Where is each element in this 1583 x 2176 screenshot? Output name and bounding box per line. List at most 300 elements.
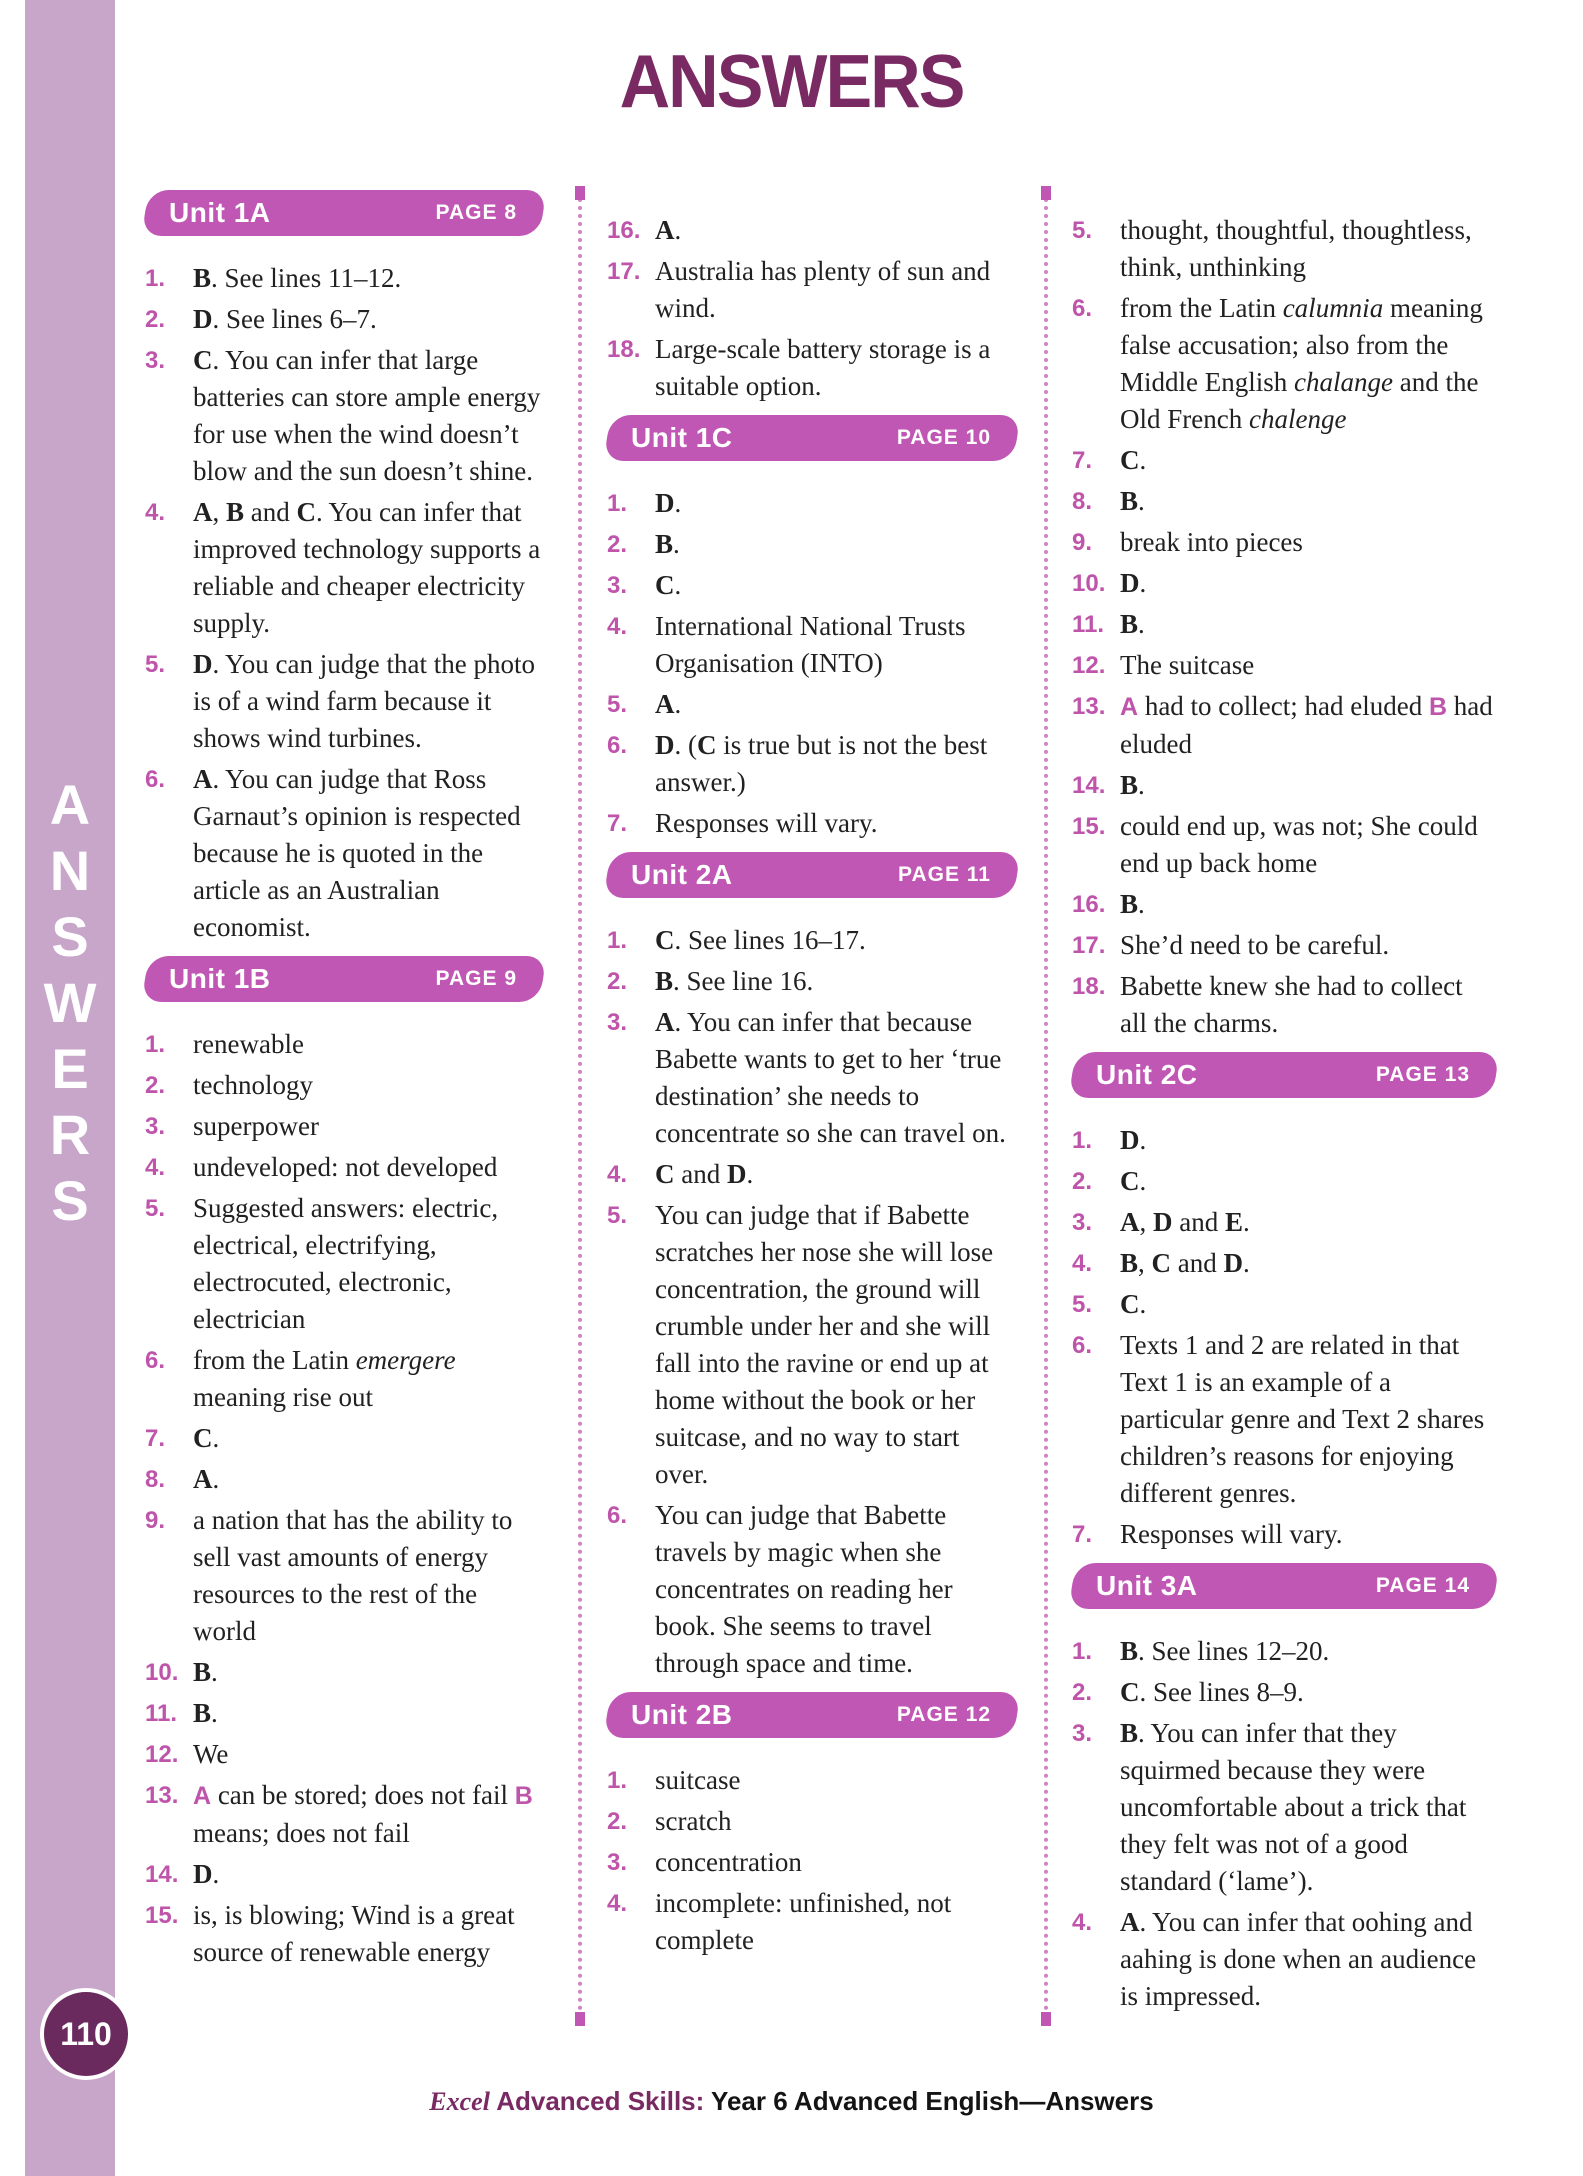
answer-number: 2.: [145, 306, 166, 333]
answer-text: [193, 260, 543, 297]
answer-text: [193, 1149, 543, 1186]
answer-number: 12.: [145, 1741, 179, 1768]
answer-item: [1072, 524, 1496, 561]
answer-text-segment: A: [1120, 693, 1139, 721]
answer-item: [1072, 767, 1496, 804]
page-title: ANSWERS: [619, 39, 964, 124]
answer-text-segment: .: [674, 488, 682, 518]
answer-text-segment: .: [1139, 1166, 1147, 1196]
answer-text: [1120, 1122, 1496, 1159]
answer-text-segment: chalange: [1294, 367, 1393, 397]
answer-item: [145, 1856, 543, 1893]
answer-text-segment: D: [1120, 1125, 1140, 1155]
answer-item: [1072, 927, 1496, 964]
answer-text-segment: D: [193, 304, 213, 334]
answer-number: 5.: [1072, 217, 1093, 244]
unit-name: Unit 2B: [631, 1699, 733, 1730]
answer-text-segment: .: [674, 689, 682, 719]
answer-item: [607, 1844, 1017, 1881]
answer-text-segment: C: [1120, 1166, 1140, 1196]
sidebar-letter: E: [51, 1037, 89, 1100]
answer-text: [1120, 524, 1496, 561]
answer-item: [607, 608, 1017, 682]
answer-text-segment: . See lines 8–9.: [1139, 1677, 1304, 1707]
answer-text-segment: undeveloped: not developed: [193, 1152, 498, 1182]
sidebar-vertical-title: [25, 772, 115, 1234]
answer-text: [1120, 483, 1496, 520]
answer-text: [1120, 968, 1496, 1042]
answer-text: [1120, 886, 1496, 923]
answer-item: [1072, 565, 1496, 602]
answer-text-segment: .: [1138, 486, 1145, 516]
unit-header-row: [607, 415, 1017, 461]
answer-text-segment: B: [514, 1782, 533, 1810]
answer-item: [607, 567, 1017, 604]
answer-text: [655, 1156, 1017, 1193]
unit-header: [607, 852, 1017, 898]
answer-number: 6.: [607, 732, 628, 759]
answer-text: [1120, 565, 1496, 602]
answer-item: [145, 1654, 543, 1691]
answer-text-segment: meaning rise out: [193, 1382, 373, 1412]
answer-text: [655, 963, 1017, 1000]
answer-text-segment: B: [1120, 1248, 1139, 1278]
answer-text: [193, 1026, 543, 1063]
answer-text: [193, 1736, 543, 1773]
answer-number: 11.: [1072, 611, 1105, 638]
answer-text-segment: C: [1151, 1248, 1172, 1278]
answer-item: [607, 727, 1017, 801]
answer-text-segment: incomplete: unfinished, not complete: [655, 1888, 952, 1955]
answer-text-segment: Suggested answers: electric, electrical, electrifying, electrocuted, electronic, electrician: [193, 1193, 499, 1334]
answer-text-segment: and the Old French: [1120, 367, 1479, 434]
answer-text: [193, 646, 543, 757]
answer-number: 5.: [1072, 1291, 1093, 1318]
answer-text-segment: can be stored; does not fail: [211, 1780, 515, 1810]
answer-text: [1120, 1204, 1496, 1241]
answer-text-segment: chalenge: [1248, 404, 1347, 434]
answer-text-segment: Responses will vary.: [655, 808, 878, 838]
answer-text-segment: and: [1171, 1248, 1224, 1278]
answer-text-segment: C: [1120, 1289, 1140, 1319]
unit-page-ref: PAGE 11: [898, 863, 991, 886]
answer-text: [193, 1856, 543, 1893]
answer-number: 5.: [607, 1202, 628, 1229]
answer-text: [193, 761, 543, 946]
answer-number: 1.: [145, 1031, 166, 1058]
unit-header-row: [1072, 1052, 1496, 1098]
answer-text-segment: .: [212, 1423, 220, 1453]
answer-number: 13.: [1072, 693, 1106, 720]
answer-text: [655, 331, 1017, 405]
answer-item: [145, 1149, 543, 1186]
answer-text-segment: . You can infer that oohing and aahing is done when an audience is impressed.: [1120, 1907, 1477, 2011]
answer-text-segment: ,: [212, 497, 226, 527]
answer-item: [145, 1736, 543, 1773]
answer-text-segment: .: [212, 1464, 220, 1494]
answer-list: [1072, 212, 1496, 1042]
unit-page-ref: PAGE 9: [435, 967, 517, 990]
answer-text: [193, 1461, 543, 1498]
answers-column-3: [1072, 190, 1496, 2021]
answer-number: 16.: [607, 217, 641, 244]
answer-text-segment: .: [1243, 1248, 1250, 1278]
answer-item: [145, 1695, 543, 1732]
unit-header: [607, 1692, 1017, 1738]
answer-text-segment: Texts 1 and 2 are related in that Text 1 is an example of a particular genre and Text 2 shares children’s reasons for enjoying different genres.: [1120, 1330, 1485, 1508]
answer-text-segment: .: [674, 570, 682, 600]
answer-text: [1120, 1674, 1496, 1711]
unit-name: Unit 1C: [631, 422, 733, 453]
answer-text-segment: B: [226, 497, 245, 527]
answer-text-segment: B: [193, 1657, 212, 1687]
answer-text: [1120, 808, 1496, 882]
answer-list: [607, 212, 1017, 405]
unit-header: [145, 956, 543, 1002]
unit-header-row: [145, 190, 543, 236]
answer-text-segment: A: [193, 497, 213, 527]
answer-text: [655, 253, 1017, 327]
answer-item: [1072, 1245, 1496, 1282]
sidebar-letter: R: [49, 1103, 91, 1166]
answer-number: 1.: [1072, 1638, 1093, 1665]
answer-text-segment: B: [1120, 1636, 1139, 1666]
answer-number: 4.: [607, 1161, 628, 1188]
answer-text-segment: . See lines 16–17.: [674, 925, 866, 955]
answer-number: 4.: [1072, 1250, 1093, 1277]
answer-text: [193, 1897, 543, 1971]
answer-number: 18.: [607, 336, 641, 363]
answer-item: [1072, 1674, 1496, 1711]
answer-text-segment: scratch: [655, 1806, 732, 1836]
answer-item: [145, 1026, 543, 1063]
answer-text-segment: .: [1138, 770, 1145, 800]
answer-item: [1072, 1516, 1496, 1553]
answer-text-segment: B: [193, 263, 212, 293]
answer-number: 9.: [1072, 529, 1093, 556]
answer-text-segment: .: [746, 1159, 754, 1189]
answer-text-segment: superpower: [193, 1111, 319, 1141]
answer-number: 3.: [1072, 1209, 1093, 1236]
answer-text-segment: She’d need to be careful.: [1120, 930, 1390, 960]
answer-number: 3.: [607, 1849, 628, 1876]
answer-text-segment: .: [211, 1698, 218, 1728]
answer-text-segment: B: [1120, 770, 1139, 800]
answer-list: [607, 922, 1017, 1682]
answer-number: 13.: [145, 1782, 179, 1809]
answer-number: 1.: [607, 927, 628, 954]
answer-text: [655, 1497, 1017, 1682]
answer-item: [607, 963, 1017, 1000]
answer-number: 10.: [1072, 570, 1106, 597]
answer-text: [1120, 212, 1496, 286]
answer-item: [607, 922, 1017, 959]
answer-text: [1120, 1163, 1496, 1200]
answer-text-segment: B: [1428, 693, 1448, 721]
answer-number: 4.: [145, 499, 166, 526]
answer-number: 17.: [607, 258, 641, 285]
answer-item: [1072, 1204, 1496, 1241]
answer-item: [1072, 886, 1496, 923]
answer-text: [655, 1762, 1017, 1799]
answer-number: 7.: [607, 810, 628, 837]
answer-text-segment: and: [1172, 1207, 1225, 1237]
answer-text: [193, 342, 543, 490]
footer-segment: Year 6 Advanced English—Answers: [711, 2086, 1154, 2116]
answer-text-segment: B: [1120, 1718, 1139, 1748]
answer-text-segment: calumnia: [1282, 293, 1384, 323]
unit-header-row: [1072, 1563, 1496, 1609]
answer-number: 6.: [145, 1347, 166, 1374]
answer-number: 1.: [607, 1767, 628, 1794]
answer-number: 5.: [145, 651, 166, 678]
answer-text-segment: .: [1139, 1289, 1147, 1319]
unit-page-ref: PAGE 10: [896, 426, 991, 449]
answer-text-segment: C: [193, 345, 213, 375]
answer-list: [145, 1026, 543, 1971]
answer-text-segment: emergere: [355, 1345, 456, 1375]
answer-text-segment: D: [193, 649, 213, 679]
answer-item: [145, 1897, 543, 1971]
answer-text-segment: . See line 16.: [673, 966, 814, 996]
answer-text-segment: and: [244, 497, 297, 527]
answer-text-segment: . See lines 6–7.: [212, 304, 377, 334]
answer-text: [1120, 290, 1496, 438]
answer-item: [145, 1777, 543, 1852]
footer-segment: Excel: [429, 2087, 490, 2116]
answer-item: [607, 1156, 1017, 1193]
answer-text: [1120, 1633, 1496, 1670]
answer-number: 6.: [145, 766, 166, 793]
answer-text-segment: and: [674, 1159, 727, 1189]
answer-text-segment: C: [697, 730, 717, 760]
unit-name: Unit 1A: [169, 197, 271, 228]
answer-list: [1072, 1633, 1496, 2015]
answer-item: [145, 761, 543, 946]
answer-text-segment: D: [726, 1159, 747, 1189]
footer-segment: Advanced Skills:: [489, 2086, 712, 2116]
answer-item: [1072, 1904, 1496, 2015]
answer-text-segment: You can judge that Babette travels by magic when she concentrates on reading her book. She seems to travel through space and time.: [655, 1500, 953, 1678]
answer-number: 11.: [145, 1700, 178, 1727]
answer-text-segment: A: [1120, 1907, 1140, 1937]
answer-text-segment: concentration: [655, 1847, 802, 1877]
answer-text-segment: B: [1120, 486, 1139, 516]
answer-text-segment: C: [1120, 445, 1140, 475]
answer-text-segment: technology: [193, 1070, 313, 1100]
answer-item: [145, 1461, 543, 1498]
unit-page-ref: PAGE 8: [435, 201, 517, 224]
answer-list: [145, 260, 543, 946]
answer-text: [193, 1777, 543, 1852]
answer-text-segment: A: [655, 689, 675, 719]
answer-number: 14.: [1072, 772, 1106, 799]
answer-text: [193, 1190, 543, 1338]
answer-list: [607, 485, 1017, 842]
answer-text: [655, 727, 1017, 801]
answer-text-segment: suitcase: [655, 1765, 741, 1795]
answer-text: [1120, 647, 1496, 684]
answer-text-segment: A: [1120, 1207, 1140, 1237]
answer-number: 15.: [145, 1902, 179, 1929]
answer-number: 9.: [145, 1507, 166, 1534]
unit-name: Unit 2A: [631, 859, 733, 890]
answer-text-segment: A: [655, 1007, 675, 1037]
answer-number: 2.: [1072, 1679, 1093, 1706]
answer-number: 7.: [1072, 447, 1093, 474]
answer-number: 15.: [1072, 813, 1106, 840]
answer-text-segment: could end up, was not; She could end up back home: [1120, 811, 1478, 878]
answer-item: [1072, 1122, 1496, 1159]
answer-text: [1120, 1286, 1496, 1323]
answer-number: 3.: [607, 572, 628, 599]
answer-text-segment: C: [296, 497, 316, 527]
answer-item: [1072, 1163, 1496, 1200]
answer-text: [1120, 1516, 1496, 1553]
answer-text: [655, 485, 1017, 522]
answer-text-segment: International National Trusts Organisation (INTO): [655, 611, 966, 678]
answer-text: [1120, 1327, 1496, 1512]
answer-text-segment: C: [193, 1423, 213, 1453]
answer-text: [655, 1197, 1017, 1493]
column-separator-2: [1044, 190, 1048, 2020]
answer-item: [607, 526, 1017, 563]
answer-number: 1.: [607, 490, 628, 517]
answer-text-segment: Responses will vary.: [1120, 1519, 1343, 1549]
answer-number: 3.: [607, 1009, 628, 1036]
answer-number: 3.: [1072, 1720, 1093, 1747]
answer-number: 17.: [1072, 932, 1106, 959]
answer-text-segment: means; does not fail: [193, 1818, 410, 1848]
answer-item: [607, 1497, 1017, 1682]
answer-text-segment: C: [655, 1159, 675, 1189]
answer-number: 14.: [145, 1861, 179, 1888]
answer-text-segment: C: [1120, 1677, 1140, 1707]
answer-item: [607, 212, 1017, 249]
answer-number: 7.: [145, 1425, 166, 1452]
answer-text-segment: B: [1120, 609, 1139, 639]
answer-text-segment: from the Latin: [193, 1345, 356, 1375]
unit-header-row: [145, 956, 543, 1002]
answer-text-segment: had to collect; had eluded: [1138, 691, 1429, 721]
answer-text-segment: A: [193, 1782, 212, 1810]
answer-text-segment: thought, thoughtful, thoughtless, think, unthinking: [1120, 215, 1472, 282]
answer-number: 4.: [607, 1890, 628, 1917]
unit-header-row: [607, 1692, 1017, 1738]
answer-item: [1072, 1286, 1496, 1323]
answer-text-segment: . (: [674, 730, 697, 760]
answer-text-segment: is, is blowing; Wind is a great source of renewable energy: [193, 1900, 515, 1967]
answer-item: [607, 1803, 1017, 1840]
answer-text-segment: C: [655, 570, 675, 600]
answer-text-segment: D: [1223, 1248, 1243, 1278]
unit-page-ref: PAGE 13: [1375, 1063, 1470, 1086]
answer-text-segment: break into pieces: [1120, 527, 1303, 557]
answers-column-2: [607, 190, 1017, 1965]
answer-item: [145, 1342, 543, 1416]
answer-number: 1.: [1072, 1127, 1093, 1154]
answer-number: 8.: [145, 1466, 166, 1493]
answer-item: [1072, 647, 1496, 684]
answer-text: [655, 212, 1017, 249]
answer-list: [607, 1762, 1017, 1959]
answer-item: [145, 494, 543, 642]
answer-text-segment: . You can infer that they squirmed because they were uncomfortable about a trick that they felt was not of a good standard (‘lame’).: [1120, 1718, 1467, 1896]
answer-text-segment: . You can infer that because Babette wants to get to her ‘true destination’ she needs to concentrate so she can travel on.: [655, 1007, 1006, 1148]
answer-text: [655, 922, 1017, 959]
answer-text-segment: renewable: [193, 1029, 304, 1059]
answer-text-segment: A: [655, 215, 675, 245]
answer-text-segment: E: [1224, 1207, 1243, 1237]
answer-item: [607, 1197, 1017, 1493]
answer-text-segment: A: [193, 1464, 213, 1494]
answer-item: [1072, 212, 1496, 286]
answer-text: [1120, 1904, 1496, 2015]
answer-text: [655, 526, 1017, 563]
unit-header: [1072, 1052, 1496, 1098]
answer-text-segment: B: [655, 529, 674, 559]
answer-text-segment: . You can infer that improved technology supports a reliable and cheaper electricity supply.: [193, 497, 541, 638]
sidebar-letter: W: [43, 971, 97, 1034]
sidebar-strip: [25, 0, 115, 2176]
answer-number: 7.: [1072, 1521, 1093, 1548]
answer-item: [607, 1885, 1017, 1959]
answer-text: [193, 1108, 543, 1145]
answer-text: [655, 1844, 1017, 1881]
answer-item: [607, 1004, 1017, 1152]
answer-text: [655, 1004, 1017, 1152]
sidebar-letter: N: [49, 839, 91, 902]
sidebar-letter: S: [51, 905, 89, 968]
answer-text: [193, 1067, 543, 1104]
answer-text: [655, 1803, 1017, 1840]
answer-text-segment: B: [655, 966, 674, 996]
answer-item: [607, 1762, 1017, 1799]
answer-number: 2.: [145, 1072, 166, 1099]
answer-text: [1120, 1245, 1496, 1282]
answer-text-segment: .: [674, 215, 682, 245]
answer-number: 4.: [607, 613, 628, 640]
answer-number: 1.: [145, 265, 166, 292]
answer-text-segment: ,: [1139, 1207, 1153, 1237]
answer-text-segment: .: [1139, 568, 1147, 598]
unit-page-ref: PAGE 14: [1375, 1574, 1470, 1597]
answer-text-segment: .: [1138, 889, 1145, 919]
answer-text-segment: .: [1138, 609, 1145, 639]
answer-text-segment: D: [193, 1859, 213, 1889]
unit-header: [145, 190, 543, 236]
answer-text-segment: ,: [1138, 1248, 1152, 1278]
column-separator-1: [578, 190, 582, 2020]
answer-item: [1072, 483, 1496, 520]
page-number-badge: [40, 1988, 132, 2080]
answer-item: [607, 485, 1017, 522]
answers-column-1: [145, 190, 543, 1977]
answer-text-segment: . You can infer that large batteries can store ample energy for use when the wind doesn’t blow and the sun doesn’t shine.: [193, 345, 541, 486]
answer-item: [607, 805, 1017, 842]
answer-item: [607, 253, 1017, 327]
answer-item: [1072, 1327, 1496, 1512]
answer-text: [1120, 1715, 1496, 1900]
answer-text-segment: Large-scale battery storage is a suitable option.: [655, 334, 991, 401]
answer-number: 6.: [1072, 295, 1093, 322]
answer-item: [607, 686, 1017, 723]
answer-number: 10.: [145, 1659, 179, 1686]
answer-text-segment: D: [1120, 568, 1140, 598]
answer-number: 2.: [607, 1808, 628, 1835]
answer-item: [607, 331, 1017, 405]
answer-text-segment: .: [1139, 445, 1147, 475]
